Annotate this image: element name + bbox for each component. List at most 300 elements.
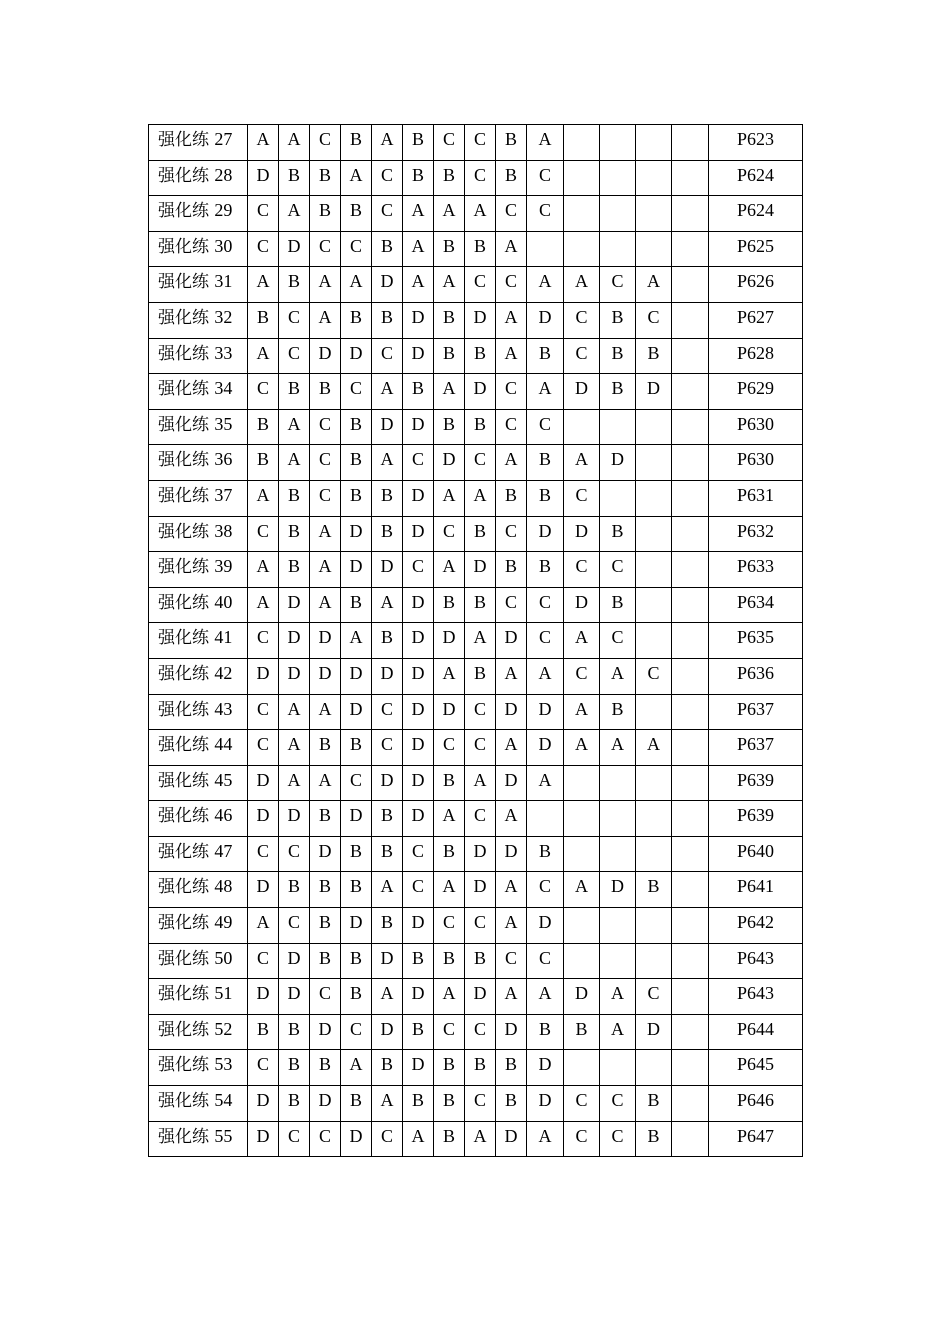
page-reference: P647 bbox=[709, 1121, 803, 1157]
answer-cell bbox=[636, 623, 672, 659]
answer-cell: C bbox=[496, 196, 527, 232]
answer-cell: B bbox=[465, 409, 496, 445]
answer-cell: B bbox=[600, 516, 636, 552]
answer-cell bbox=[672, 1014, 709, 1050]
answer-cell bbox=[636, 943, 672, 979]
row-label-number: 31 bbox=[214, 271, 233, 292]
answer-cell: D bbox=[403, 801, 434, 837]
answer-cell: D bbox=[465, 979, 496, 1015]
row-label bbox=[149, 445, 248, 481]
answer-cell: D bbox=[248, 765, 279, 801]
answer-cell: D bbox=[564, 374, 600, 410]
answer-cell bbox=[672, 409, 709, 445]
answer-cell: D bbox=[527, 1050, 564, 1086]
answer-cell: A bbox=[527, 374, 564, 410]
row-label bbox=[149, 1121, 248, 1157]
answer-cell: A bbox=[434, 872, 465, 908]
answer-cell bbox=[527, 231, 564, 267]
row-label-number: 44 bbox=[214, 734, 233, 755]
page-reference: P627 bbox=[709, 302, 803, 338]
answer-cell: B bbox=[434, 587, 465, 623]
page-reference: P636 bbox=[709, 658, 803, 694]
answer-cell: D bbox=[341, 801, 372, 837]
answer-cell: C bbox=[310, 1121, 341, 1157]
row-label-text: 强化练 bbox=[158, 485, 209, 506]
answer-cell: B bbox=[496, 1050, 527, 1086]
answer-cell: C bbox=[465, 1014, 496, 1050]
answer-cell bbox=[600, 801, 636, 837]
answer-cell: A bbox=[527, 125, 564, 161]
page-reference: P624 bbox=[709, 196, 803, 232]
answer-cell: A bbox=[279, 196, 310, 232]
answer-cell: A bbox=[434, 979, 465, 1015]
answer-cell bbox=[636, 801, 672, 837]
answer-cell: B bbox=[372, 480, 403, 516]
answer-cell bbox=[600, 160, 636, 196]
answer-cell bbox=[600, 231, 636, 267]
answer-cell bbox=[672, 730, 709, 766]
answer-cell: C bbox=[636, 658, 672, 694]
answer-cell: B bbox=[310, 374, 341, 410]
answer-cell: A bbox=[248, 125, 279, 161]
answer-cell: B bbox=[248, 302, 279, 338]
answer-cell: D bbox=[465, 302, 496, 338]
row-label bbox=[149, 1014, 248, 1050]
page-reference: P628 bbox=[709, 338, 803, 374]
answer-cell: A bbox=[496, 302, 527, 338]
answer-cell: C bbox=[279, 302, 310, 338]
answer-cell: D bbox=[279, 979, 310, 1015]
answer-cell bbox=[672, 338, 709, 374]
answer-cell: C bbox=[564, 302, 600, 338]
answer-cell: D bbox=[403, 979, 434, 1015]
row-label-number: 46 bbox=[214, 805, 233, 826]
answer-cell bbox=[636, 836, 672, 872]
answer-cell: B bbox=[564, 1014, 600, 1050]
answer-cell: A bbox=[600, 730, 636, 766]
answer-cell: D bbox=[403, 338, 434, 374]
answer-cell: B bbox=[279, 480, 310, 516]
row-label-text: 强化练 bbox=[158, 1091, 209, 1112]
page-reference: P640 bbox=[709, 836, 803, 872]
answer-cell: C bbox=[248, 694, 279, 730]
answer-cell: B bbox=[527, 338, 564, 374]
answer-cell bbox=[672, 623, 709, 659]
page-reference: P641 bbox=[709, 872, 803, 908]
answer-cell: C bbox=[341, 231, 372, 267]
answer-cell: A bbox=[372, 445, 403, 481]
answer-cell: B bbox=[372, 1050, 403, 1086]
answer-cell: C bbox=[527, 623, 564, 659]
answer-cell bbox=[600, 1050, 636, 1086]
answer-cell: A bbox=[434, 801, 465, 837]
row-label bbox=[149, 836, 248, 872]
answer-cell bbox=[636, 160, 672, 196]
answer-cell: A bbox=[403, 231, 434, 267]
answer-cell: D bbox=[434, 623, 465, 659]
answer-cell: D bbox=[496, 694, 527, 730]
answer-cell: A bbox=[564, 694, 600, 730]
answer-cell: A bbox=[310, 587, 341, 623]
table-row bbox=[149, 658, 803, 694]
answer-cell: C bbox=[496, 943, 527, 979]
answer-cell: B bbox=[248, 1014, 279, 1050]
answer-cell: C bbox=[434, 908, 465, 944]
answer-cell: D bbox=[527, 1086, 564, 1122]
table-row bbox=[149, 801, 803, 837]
row-label bbox=[149, 801, 248, 837]
answer-cell: C bbox=[496, 587, 527, 623]
table-row bbox=[149, 160, 803, 196]
answer-cell: B bbox=[527, 1014, 564, 1050]
answer-cell: C bbox=[341, 1014, 372, 1050]
answer-cell: B bbox=[372, 836, 403, 872]
answer-cell: B bbox=[341, 979, 372, 1015]
row-label-text: 强化练 bbox=[158, 841, 209, 862]
answer-cell bbox=[600, 409, 636, 445]
answer-cell: C bbox=[372, 730, 403, 766]
answer-cell bbox=[636, 694, 672, 730]
answer-cell: C bbox=[564, 1121, 600, 1157]
page-reference: P637 bbox=[709, 730, 803, 766]
answer-cell: A bbox=[564, 872, 600, 908]
row-label-text: 强化练 bbox=[158, 379, 209, 400]
page-reference: P646 bbox=[709, 1086, 803, 1122]
answer-cell: D bbox=[310, 338, 341, 374]
table-row bbox=[149, 908, 803, 944]
answer-cell bbox=[672, 302, 709, 338]
row-label-number: 32 bbox=[214, 306, 233, 327]
answer-cell: A bbox=[600, 979, 636, 1015]
row-label bbox=[149, 196, 248, 232]
answer-cell: A bbox=[341, 1050, 372, 1086]
answer-cell: B bbox=[341, 1086, 372, 1122]
page-reference: P639 bbox=[709, 801, 803, 837]
answer-cell: B bbox=[496, 480, 527, 516]
answer-cell: D bbox=[600, 872, 636, 908]
answer-cell bbox=[672, 1050, 709, 1086]
answer-cell: D bbox=[564, 587, 600, 623]
answer-cell: A bbox=[279, 125, 310, 161]
answer-cell: B bbox=[403, 125, 434, 161]
answer-cell bbox=[672, 694, 709, 730]
answer-cell: C bbox=[434, 1014, 465, 1050]
row-label bbox=[149, 694, 248, 730]
answer-cell: A bbox=[564, 730, 600, 766]
answer-cell: B bbox=[341, 125, 372, 161]
answer-cell: B bbox=[341, 480, 372, 516]
answer-cell: C bbox=[496, 374, 527, 410]
answer-cell: A bbox=[248, 552, 279, 588]
row-label-number: 34 bbox=[214, 378, 233, 399]
answer-cell: D bbox=[527, 694, 564, 730]
answer-cell: D bbox=[496, 765, 527, 801]
answer-cell: B bbox=[636, 338, 672, 374]
row-label-number: 30 bbox=[214, 235, 233, 256]
answer-cell: D bbox=[341, 658, 372, 694]
page-reference: P629 bbox=[709, 374, 803, 410]
answer-cell bbox=[636, 196, 672, 232]
answer-cell: C bbox=[279, 1121, 310, 1157]
answer-cell: D bbox=[403, 908, 434, 944]
answer-cell: A bbox=[600, 658, 636, 694]
answer-cell: C bbox=[248, 374, 279, 410]
answer-cell: C bbox=[310, 409, 341, 445]
row-label bbox=[149, 231, 248, 267]
answer-cell bbox=[600, 765, 636, 801]
answer-cell: D bbox=[279, 231, 310, 267]
page-reference: P631 bbox=[709, 480, 803, 516]
answer-cell: B bbox=[403, 160, 434, 196]
answer-cell: D bbox=[341, 694, 372, 730]
answer-cell: B bbox=[434, 160, 465, 196]
row-label bbox=[149, 979, 248, 1015]
answer-cell: D bbox=[496, 1014, 527, 1050]
answer-cell: A bbox=[434, 196, 465, 232]
answer-cell: B bbox=[341, 730, 372, 766]
table-row bbox=[149, 445, 803, 481]
answer-cell: B bbox=[310, 943, 341, 979]
answer-cell: A bbox=[248, 267, 279, 303]
answer-cell: B bbox=[279, 374, 310, 410]
answer-cell: B bbox=[434, 765, 465, 801]
answer-cell: A bbox=[310, 694, 341, 730]
answer-cell: B bbox=[434, 943, 465, 979]
answer-cell: A bbox=[341, 623, 372, 659]
answer-cell: B bbox=[434, 302, 465, 338]
answer-cell: D bbox=[564, 979, 600, 1015]
answer-cell: C bbox=[248, 196, 279, 232]
page-reference: P644 bbox=[709, 1014, 803, 1050]
table-row bbox=[149, 231, 803, 267]
answer-cell: B bbox=[465, 338, 496, 374]
answer-cell: B bbox=[279, 160, 310, 196]
answer-cell: C bbox=[465, 908, 496, 944]
answer-cell: D bbox=[403, 587, 434, 623]
page-reference: P643 bbox=[709, 979, 803, 1015]
table-row bbox=[149, 196, 803, 232]
answer-cell bbox=[672, 658, 709, 694]
answer-cell bbox=[636, 908, 672, 944]
answer-cell: D bbox=[636, 1014, 672, 1050]
row-label-text: 强化练 bbox=[158, 1055, 209, 1076]
answer-cell bbox=[672, 267, 709, 303]
answer-cell: B bbox=[465, 1050, 496, 1086]
answer-cell: B bbox=[310, 872, 341, 908]
answer-cell bbox=[636, 765, 672, 801]
answer-cell: B bbox=[434, 231, 465, 267]
answer-cell: C bbox=[434, 730, 465, 766]
answer-cell: B bbox=[465, 587, 496, 623]
row-label bbox=[149, 943, 248, 979]
answer-cell: C bbox=[372, 338, 403, 374]
answer-cell: A bbox=[496, 801, 527, 837]
answer-cell bbox=[672, 1086, 709, 1122]
answer-cell: A bbox=[527, 765, 564, 801]
answer-cell: A bbox=[248, 587, 279, 623]
row-label-number: 38 bbox=[214, 520, 233, 541]
answer-cell bbox=[672, 836, 709, 872]
answer-cell: A bbox=[279, 409, 310, 445]
table-row bbox=[149, 623, 803, 659]
answer-cell: B bbox=[310, 1050, 341, 1086]
row-label bbox=[149, 1050, 248, 1086]
answer-cell: D bbox=[341, 516, 372, 552]
answer-cell: D bbox=[341, 552, 372, 588]
answer-cell: B bbox=[600, 587, 636, 623]
answer-cell: A bbox=[465, 623, 496, 659]
answer-cell bbox=[672, 480, 709, 516]
answer-cell: A bbox=[248, 908, 279, 944]
answer-cell: C bbox=[496, 516, 527, 552]
row-label bbox=[149, 623, 248, 659]
answer-cell: C bbox=[564, 338, 600, 374]
answer-cell: D bbox=[310, 836, 341, 872]
answer-cell: B bbox=[372, 302, 403, 338]
answer-cell: A bbox=[600, 1014, 636, 1050]
answer-cell: A bbox=[496, 730, 527, 766]
answer-cell bbox=[672, 979, 709, 1015]
answer-cell: B bbox=[465, 658, 496, 694]
answer-cell: B bbox=[341, 302, 372, 338]
answer-cell: D bbox=[434, 445, 465, 481]
answer-cell: B bbox=[465, 516, 496, 552]
answer-cell: D bbox=[372, 943, 403, 979]
row-label-number: 35 bbox=[214, 413, 233, 434]
answer-cell: A bbox=[434, 267, 465, 303]
answer-cell: D bbox=[248, 658, 279, 694]
answer-cell: B bbox=[248, 445, 279, 481]
answer-cell: C bbox=[310, 125, 341, 161]
answer-cell: C bbox=[434, 125, 465, 161]
answer-cell bbox=[564, 765, 600, 801]
page-reference: P626 bbox=[709, 267, 803, 303]
answer-cell: D bbox=[248, 801, 279, 837]
answer-cell bbox=[564, 1050, 600, 1086]
table-row bbox=[149, 1086, 803, 1122]
row-label-number: 53 bbox=[214, 1054, 233, 1075]
table-row bbox=[149, 1050, 803, 1086]
answer-cell: B bbox=[372, 801, 403, 837]
answer-cell: B bbox=[372, 623, 403, 659]
row-label-text: 强化练 bbox=[158, 236, 209, 257]
answer-cell: D bbox=[403, 480, 434, 516]
row-label bbox=[149, 160, 248, 196]
table-row bbox=[149, 979, 803, 1015]
answer-cell: B bbox=[527, 480, 564, 516]
answer-cell: C bbox=[279, 836, 310, 872]
answer-cell: D bbox=[403, 658, 434, 694]
answer-cell: B bbox=[279, 872, 310, 908]
table-row bbox=[149, 125, 803, 161]
row-label-number: 47 bbox=[214, 840, 233, 861]
answer-cell: D bbox=[372, 765, 403, 801]
answer-cell: A bbox=[636, 267, 672, 303]
row-label-text: 强化练 bbox=[158, 450, 209, 471]
answer-cell: B bbox=[372, 908, 403, 944]
table-row bbox=[149, 267, 803, 303]
page-reference: P635 bbox=[709, 623, 803, 659]
answer-cell: A bbox=[310, 552, 341, 588]
answer-cell: B bbox=[496, 1086, 527, 1122]
answer-cell: C bbox=[248, 730, 279, 766]
answer-cell: C bbox=[564, 480, 600, 516]
answer-cell: C bbox=[341, 765, 372, 801]
page-reference: P623 bbox=[709, 125, 803, 161]
answer-cell: A bbox=[527, 658, 564, 694]
table-row bbox=[149, 943, 803, 979]
answer-cell: A bbox=[527, 267, 564, 303]
answer-cell: D bbox=[403, 730, 434, 766]
answer-cell: B bbox=[600, 694, 636, 730]
answer-cell bbox=[636, 125, 672, 161]
answer-cell bbox=[672, 1121, 709, 1157]
answer-cell: A bbox=[496, 872, 527, 908]
page-reference: P643 bbox=[709, 943, 803, 979]
answer-cell: A bbox=[434, 552, 465, 588]
answer-cell: D bbox=[279, 623, 310, 659]
answer-cell bbox=[672, 872, 709, 908]
answer-cell: C bbox=[564, 552, 600, 588]
answer-cell: C bbox=[527, 409, 564, 445]
answer-cell: B bbox=[310, 196, 341, 232]
answer-table bbox=[148, 124, 803, 1157]
answer-cell: C bbox=[465, 160, 496, 196]
answer-cell: A bbox=[372, 1086, 403, 1122]
answer-cell bbox=[672, 587, 709, 623]
row-label bbox=[149, 267, 248, 303]
answer-cell bbox=[527, 801, 564, 837]
answer-cell: B bbox=[527, 836, 564, 872]
row-label-text: 强化练 bbox=[158, 165, 209, 186]
answer-cell: B bbox=[527, 552, 564, 588]
answer-cell: D bbox=[310, 1086, 341, 1122]
answer-cell bbox=[600, 836, 636, 872]
page-reference: P630 bbox=[709, 445, 803, 481]
answer-cell: A bbox=[434, 658, 465, 694]
answer-cell: D bbox=[248, 160, 279, 196]
answer-cell: D bbox=[341, 338, 372, 374]
answer-cell: D bbox=[434, 694, 465, 730]
answer-cell: A bbox=[403, 267, 434, 303]
row-label-text: 强化练 bbox=[158, 521, 209, 542]
row-label bbox=[149, 587, 248, 623]
answer-cell: D bbox=[527, 302, 564, 338]
answer-cell: C bbox=[527, 196, 564, 232]
answer-cell: D bbox=[527, 908, 564, 944]
answer-cell: A bbox=[496, 658, 527, 694]
answer-cell: C bbox=[248, 516, 279, 552]
answer-cell bbox=[672, 374, 709, 410]
answer-cell: C bbox=[279, 908, 310, 944]
answer-cell: B bbox=[341, 445, 372, 481]
answer-cell: D bbox=[372, 1014, 403, 1050]
answer-cell bbox=[636, 516, 672, 552]
answer-cell: D bbox=[465, 836, 496, 872]
answer-cell: D bbox=[564, 516, 600, 552]
row-label-number: 37 bbox=[214, 484, 233, 505]
row-label-number: 36 bbox=[214, 449, 233, 470]
answer-cell bbox=[672, 801, 709, 837]
table-row bbox=[149, 765, 803, 801]
answer-cell: B bbox=[341, 943, 372, 979]
answer-cell bbox=[636, 480, 672, 516]
answer-cell: B bbox=[310, 908, 341, 944]
answer-cell: A bbox=[465, 765, 496, 801]
page-reference: P633 bbox=[709, 552, 803, 588]
page-reference: P645 bbox=[709, 1050, 803, 1086]
answer-cell: B bbox=[434, 1121, 465, 1157]
